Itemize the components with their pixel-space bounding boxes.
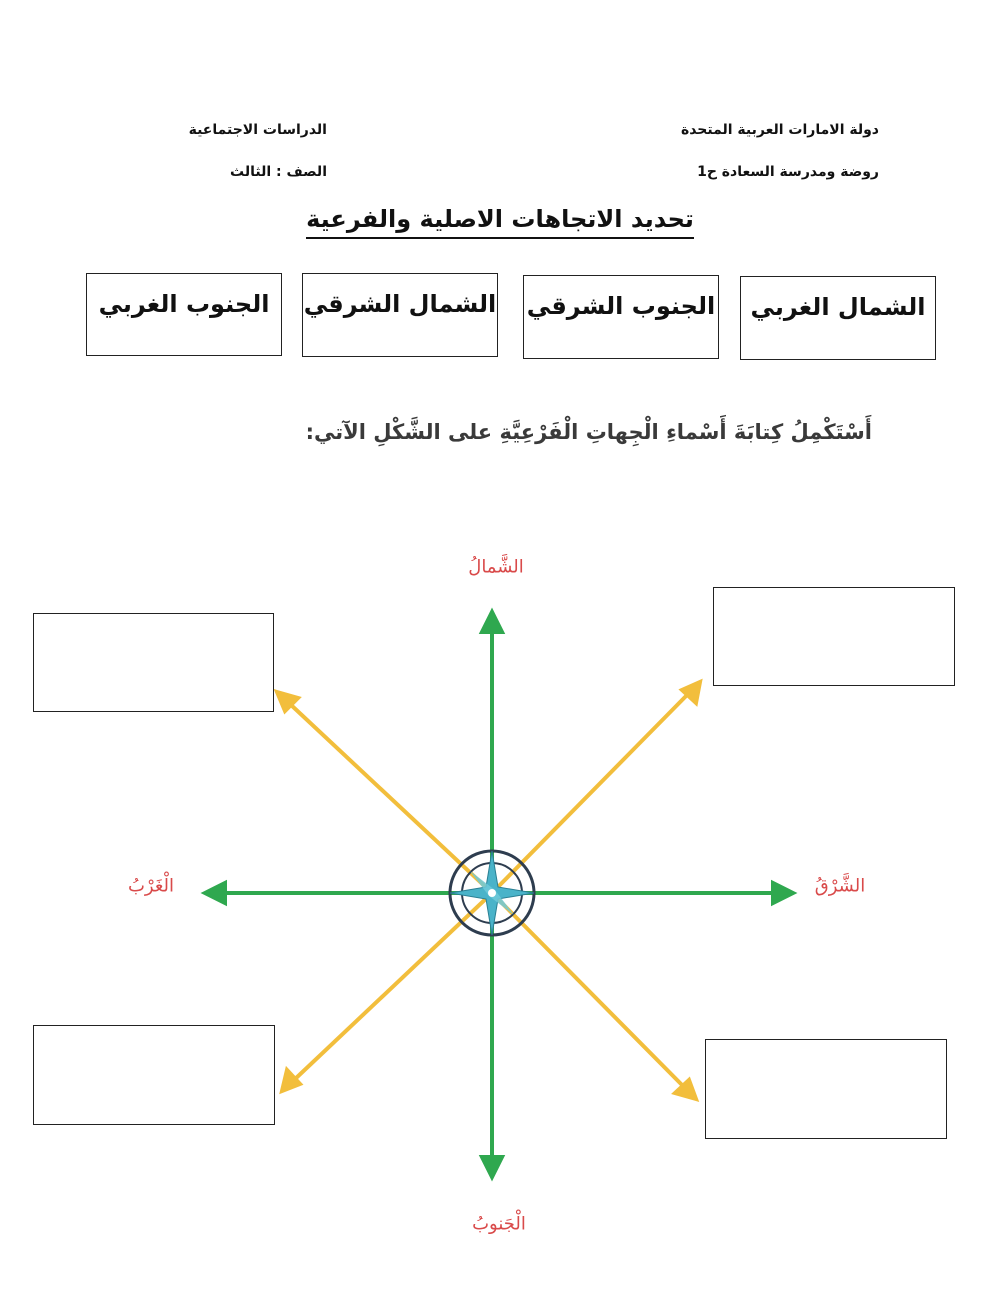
compass-rose [450,851,534,935]
arrowhead-west [205,883,225,903]
header-grade: الصف : الثالث [230,164,327,180]
label-east: الشَّرْقُ [814,875,866,897]
arrowhead-southwest [282,1070,300,1091]
header-school: روضة ومدرسة السعادة ح1 [697,164,879,180]
compass-center-dot [488,889,496,897]
word-card-southeast[interactable]: الجنوب الشرقي [523,275,719,359]
arrowhead-south [482,1157,502,1177]
word-card-northwest[interactable]: الشمال الغربي [740,276,936,360]
arrowhead-east [773,883,793,903]
answer-box-southwest[interactable] [33,1025,275,1125]
arrowhead-north [482,612,502,632]
label-north: الشَّمالُ [468,556,524,578]
word-card-southwest[interactable]: الجنوب الغربي [86,273,282,356]
page-title-text: تحديد الاتجاهات الاصلية والفرعية [306,205,694,239]
header-country: دولة الامارات العربية المتحدة [680,122,879,138]
answer-box-northeast[interactable] [713,587,955,686]
answer-box-southeast[interactable] [705,1039,947,1139]
word-card-northeast[interactable]: الشمال الشرقي [302,273,498,357]
label-south: الْجَنوبُ [472,1213,526,1235]
instruction-text: أَسْتَكْمِلُ كِتابَةَ أَسْماءِ الْجِهاتِ الْفَرْعِيَّةِ على الشَّكْلِ الآتي: [305,420,872,444]
answer-box-northwest[interactable] [33,613,274,712]
label-west: الْغَرْبُ [127,875,175,897]
header-subject: الدراسات الاجتماعية [188,122,327,138]
